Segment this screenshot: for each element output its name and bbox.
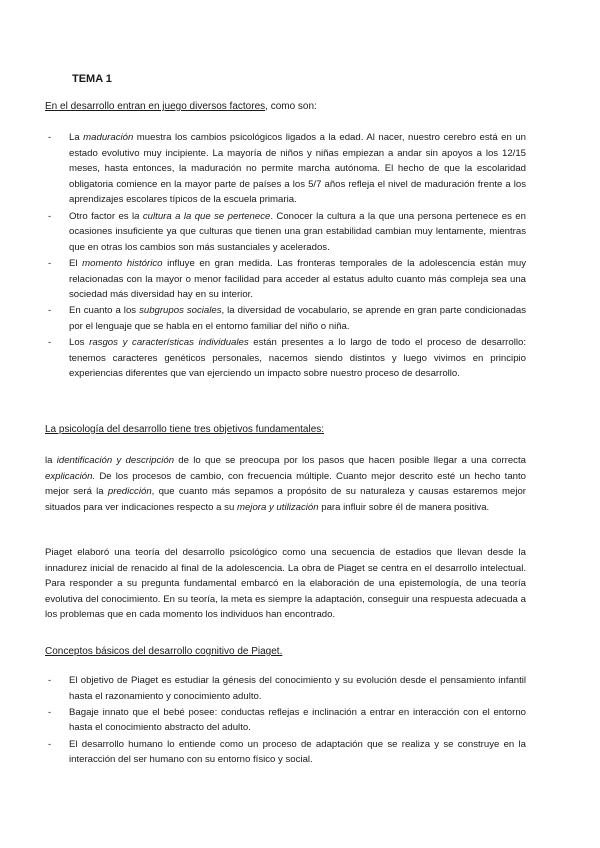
piaget-paragraph: Piaget elaboró una teoría del desarrollo psicológico como una secuencia de estadios que llevan desde la innadurez inicial de renacido al final de la adolescencia. La obra de Piaget se centra en el desarrollo intelectual. Para responder a su pregunta fundamental embarcó en la elaboración de una epistemología, de una teoría evolutiva del conocimiento. En su teoría, la meta es siempre la adaptación, conseguir una respuesta adecuada a los problemas que en cada momento los individuos han encontrado.: [45, 547, 526, 621]
list-item: - Bagaje innato que el bebé posee: conductas reflejas e inclinación a entrar en interacción con el entorno hasta el conocimiento abstracto del adulto.: [48, 705, 526, 736]
list-item: - Los rasgos y características individuales están presentes a lo largo de todo el proceso de desarrollo: tenemos caracteres genéticos personales, nacemos siendo distintos y luego vivimos en principio experiencias diferentes que van ejerciendo un impacto sobre nuestro proceso de desarrollo.: [48, 335, 526, 382]
list-item: - En cuanto a los subgrupos sociales, la diversidad de vocabulario, se aprende en gran parte condicionadas por el lenguaje que se habla en el entorno familiar del niño o niña.: [48, 303, 526, 334]
list-item: - Otro factor es la cultura a la que se pertenece. Conocer la cultura a la que una persona pertenece es en ocasiones insuficiente ya que culturas que tienen una gran estabilidad cambian muy lentamente, mientras que en otras los cambios son más sustanciales y acelerados.: [48, 209, 526, 256]
section-heading-factors: [45, 101, 317, 112]
list-item: - El objetivo de Piaget es estudiar la génesis del conocimiento y su evolución desde el pensamiento infantil hasta el razonamiento y conocimiento adulto.: [48, 673, 526, 704]
heading-tail: , como son:: [265, 101, 317, 112]
section-heading-piaget-concepts: Conceptos básicos del desarrollo cognitivo de Piaget.: [45, 646, 283, 657]
page-title: TEMA 1: [72, 73, 112, 85]
concepts-list: [48, 673, 526, 768]
list-item: - El desarrollo humano lo entiende como un proceso de adaptación que se realiza y se construye en la interacción del ser humano con su entorno físico y social.: [48, 737, 526, 768]
section-heading-objectives: [45, 424, 324, 435]
heading-tail: :: [321, 424, 325, 435]
factors-list: [48, 130, 526, 382]
list-item: - El momento histórico influye en gran medida. Las fronteras temporales de la adolescencia están muy relacionadas con la mayor o menor facilidad para acceder al estatus adulto cuanto más compleja sea una sociedad más diversidad hay en su interior.: [48, 256, 526, 303]
list-item: - La maduración muestra los cambios psicológicos ligados a la edad. Al nacer, nuestro cerebro está en un estado evolutivo muy incipiente. La mayoría de niños y niñas empiezan a andar sin apoyos a los 12/15 meses, hasta entonces, la maduración no permite marcha autónoma. El hecho de que la escolaridad obligatoria comience en la mayor parte de países a los 5/7 años refleja el nivel de maduración frente a los aprendizajes escolares típicos de la escuela primaria.: [48, 130, 526, 208]
objectives-paragraph: la identificación y descripción de lo que se preocupa por los pasos que hacen posible llegar a una correcta explicación. De los procesos de cambio, con frecuencia múltiple. Cuanto mejor descrito esté un hecho tanto mejor será la predicción, que cuanto más sepamos a propósito de su naturaleza y causas estaremos mejor situados para ver indicaciones respecto a su mejora y utilización para influir sobre él de manera positiva.: [45, 455, 526, 513]
heading-underlined-text: La psicología del desarrollo tiene tres objetivos fundamentales: [45, 424, 322, 435]
heading-underlined-text: En el desarrollo entran en juego diversos factores: [45, 101, 266, 112]
